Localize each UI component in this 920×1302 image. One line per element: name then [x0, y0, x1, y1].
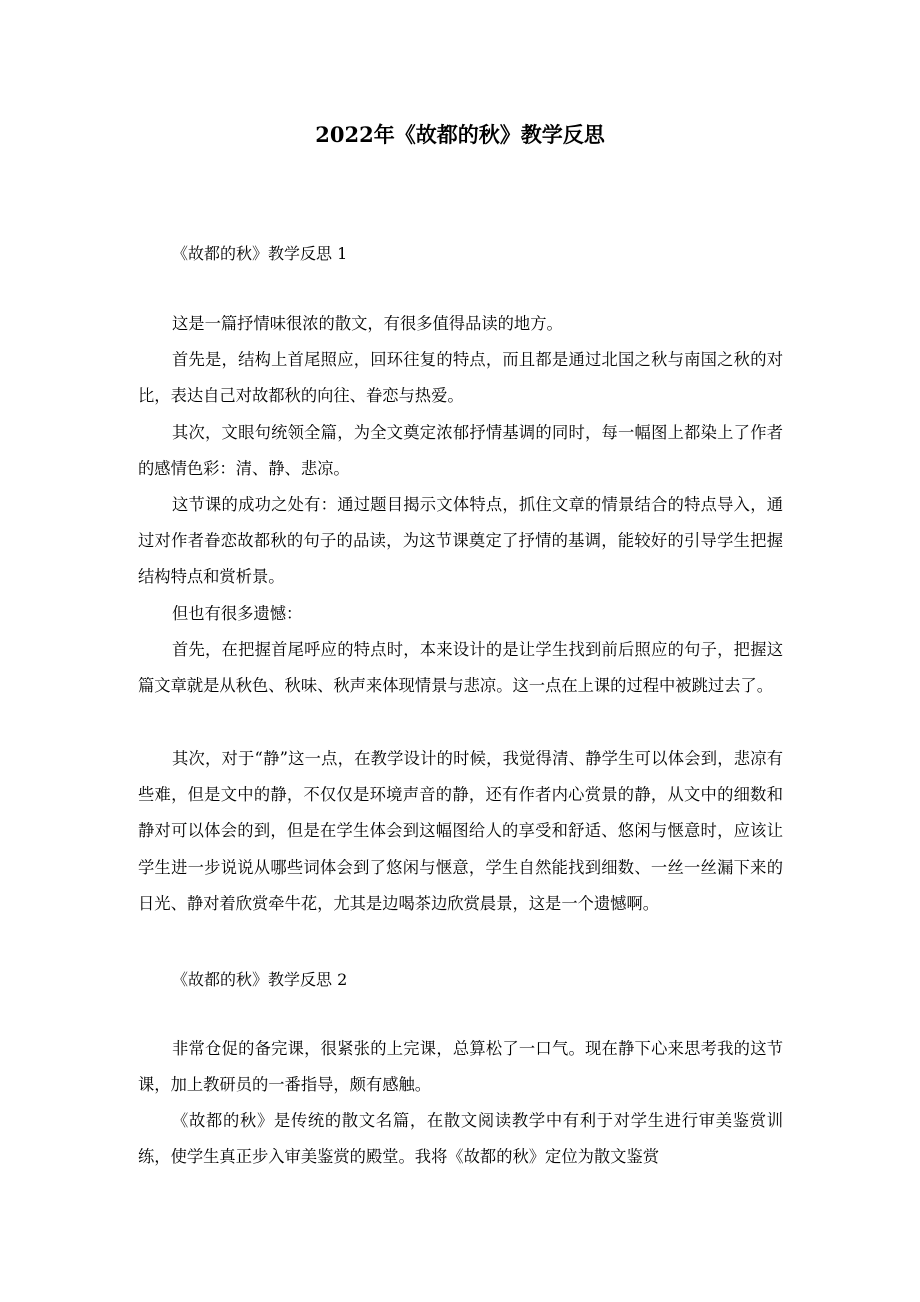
document-title: 2022年《故都的秋》教学反思: [315, 122, 605, 147]
section-heading-2: 《故都的秋》教学反思 2: [172, 970, 348, 989]
paragraph: 首先是，结构上首尾照应，回环往复的特点，而且都是通过北国之秋与南国之秋的对比，表达自己对故都秋的向往、眷恋与热爱。: [138, 350, 783, 406]
paragraph: 这节课的成功之处有：通过题目揭示文体特点，抓住文章的情景结合的特点导入，通过对作者眷恋故都秋的句子的品读，为这节课奠定了抒情的基调，能较好的引导学生把握结构特点和赏析景。: [138, 495, 783, 587]
paragraph: 但也有很多遗憾：: [172, 604, 303, 623]
paragraph: 其次，对于“静”这一点，在教学设计的时候，我觉得清、静学生可以体会到，悲凉有些难，但是文中的静，不仅仅是环境声音的静，还有作者内心赏景的静，从文中的细数和静对可以体会的到，但是在学生体会到这幅图给人的享受和舒适、悠闲与惬意时，应该让学生进一步说说从哪些词体会到了悠闲与惬意，学生自然能找到细数、一丝一丝漏下来的日光、静对着欣赏牵牛花，尤其是边喝茶边欣赏晨景，这是一个遗憾啊。: [138, 749, 783, 913]
section-heading-1: 《故都的秋》教学反思 1: [172, 244, 348, 263]
paragraph: 首先，在把握首尾呼应的特点时，本来设计的是让学生找到前后照应的句子，把握这篇文章就是从秋色、秋味、秋声来体现情景与悲凉。这一点在上课的过程中被跳过去了。: [138, 640, 783, 696]
paragraph: 其次，文眼句统领全篇，为全文奠定浓郁抒情基调的同时，每一幅图上都染上了作者的感情色彩：清、静、悲凉。: [138, 423, 783, 479]
paragraph: 这是一篇抒情味很浓的散文，有很多值得品读的地方。: [172, 314, 563, 333]
paragraph: 非常仓促的备完课，很紧张的上完课，总算松了一口气。现在静下心来思考我的这节课，加上教研员的一番指导，颇有感触。: [138, 1039, 783, 1095]
paragraph: 《故都的秋》是传统的散文名篇，在散文阅读教学中有利于对学生进行审美鉴赏训练，使学生真正步入审美鉴赏的殿堂。我将《故都的秋》定位为散文鉴赏: [138, 1111, 783, 1167]
